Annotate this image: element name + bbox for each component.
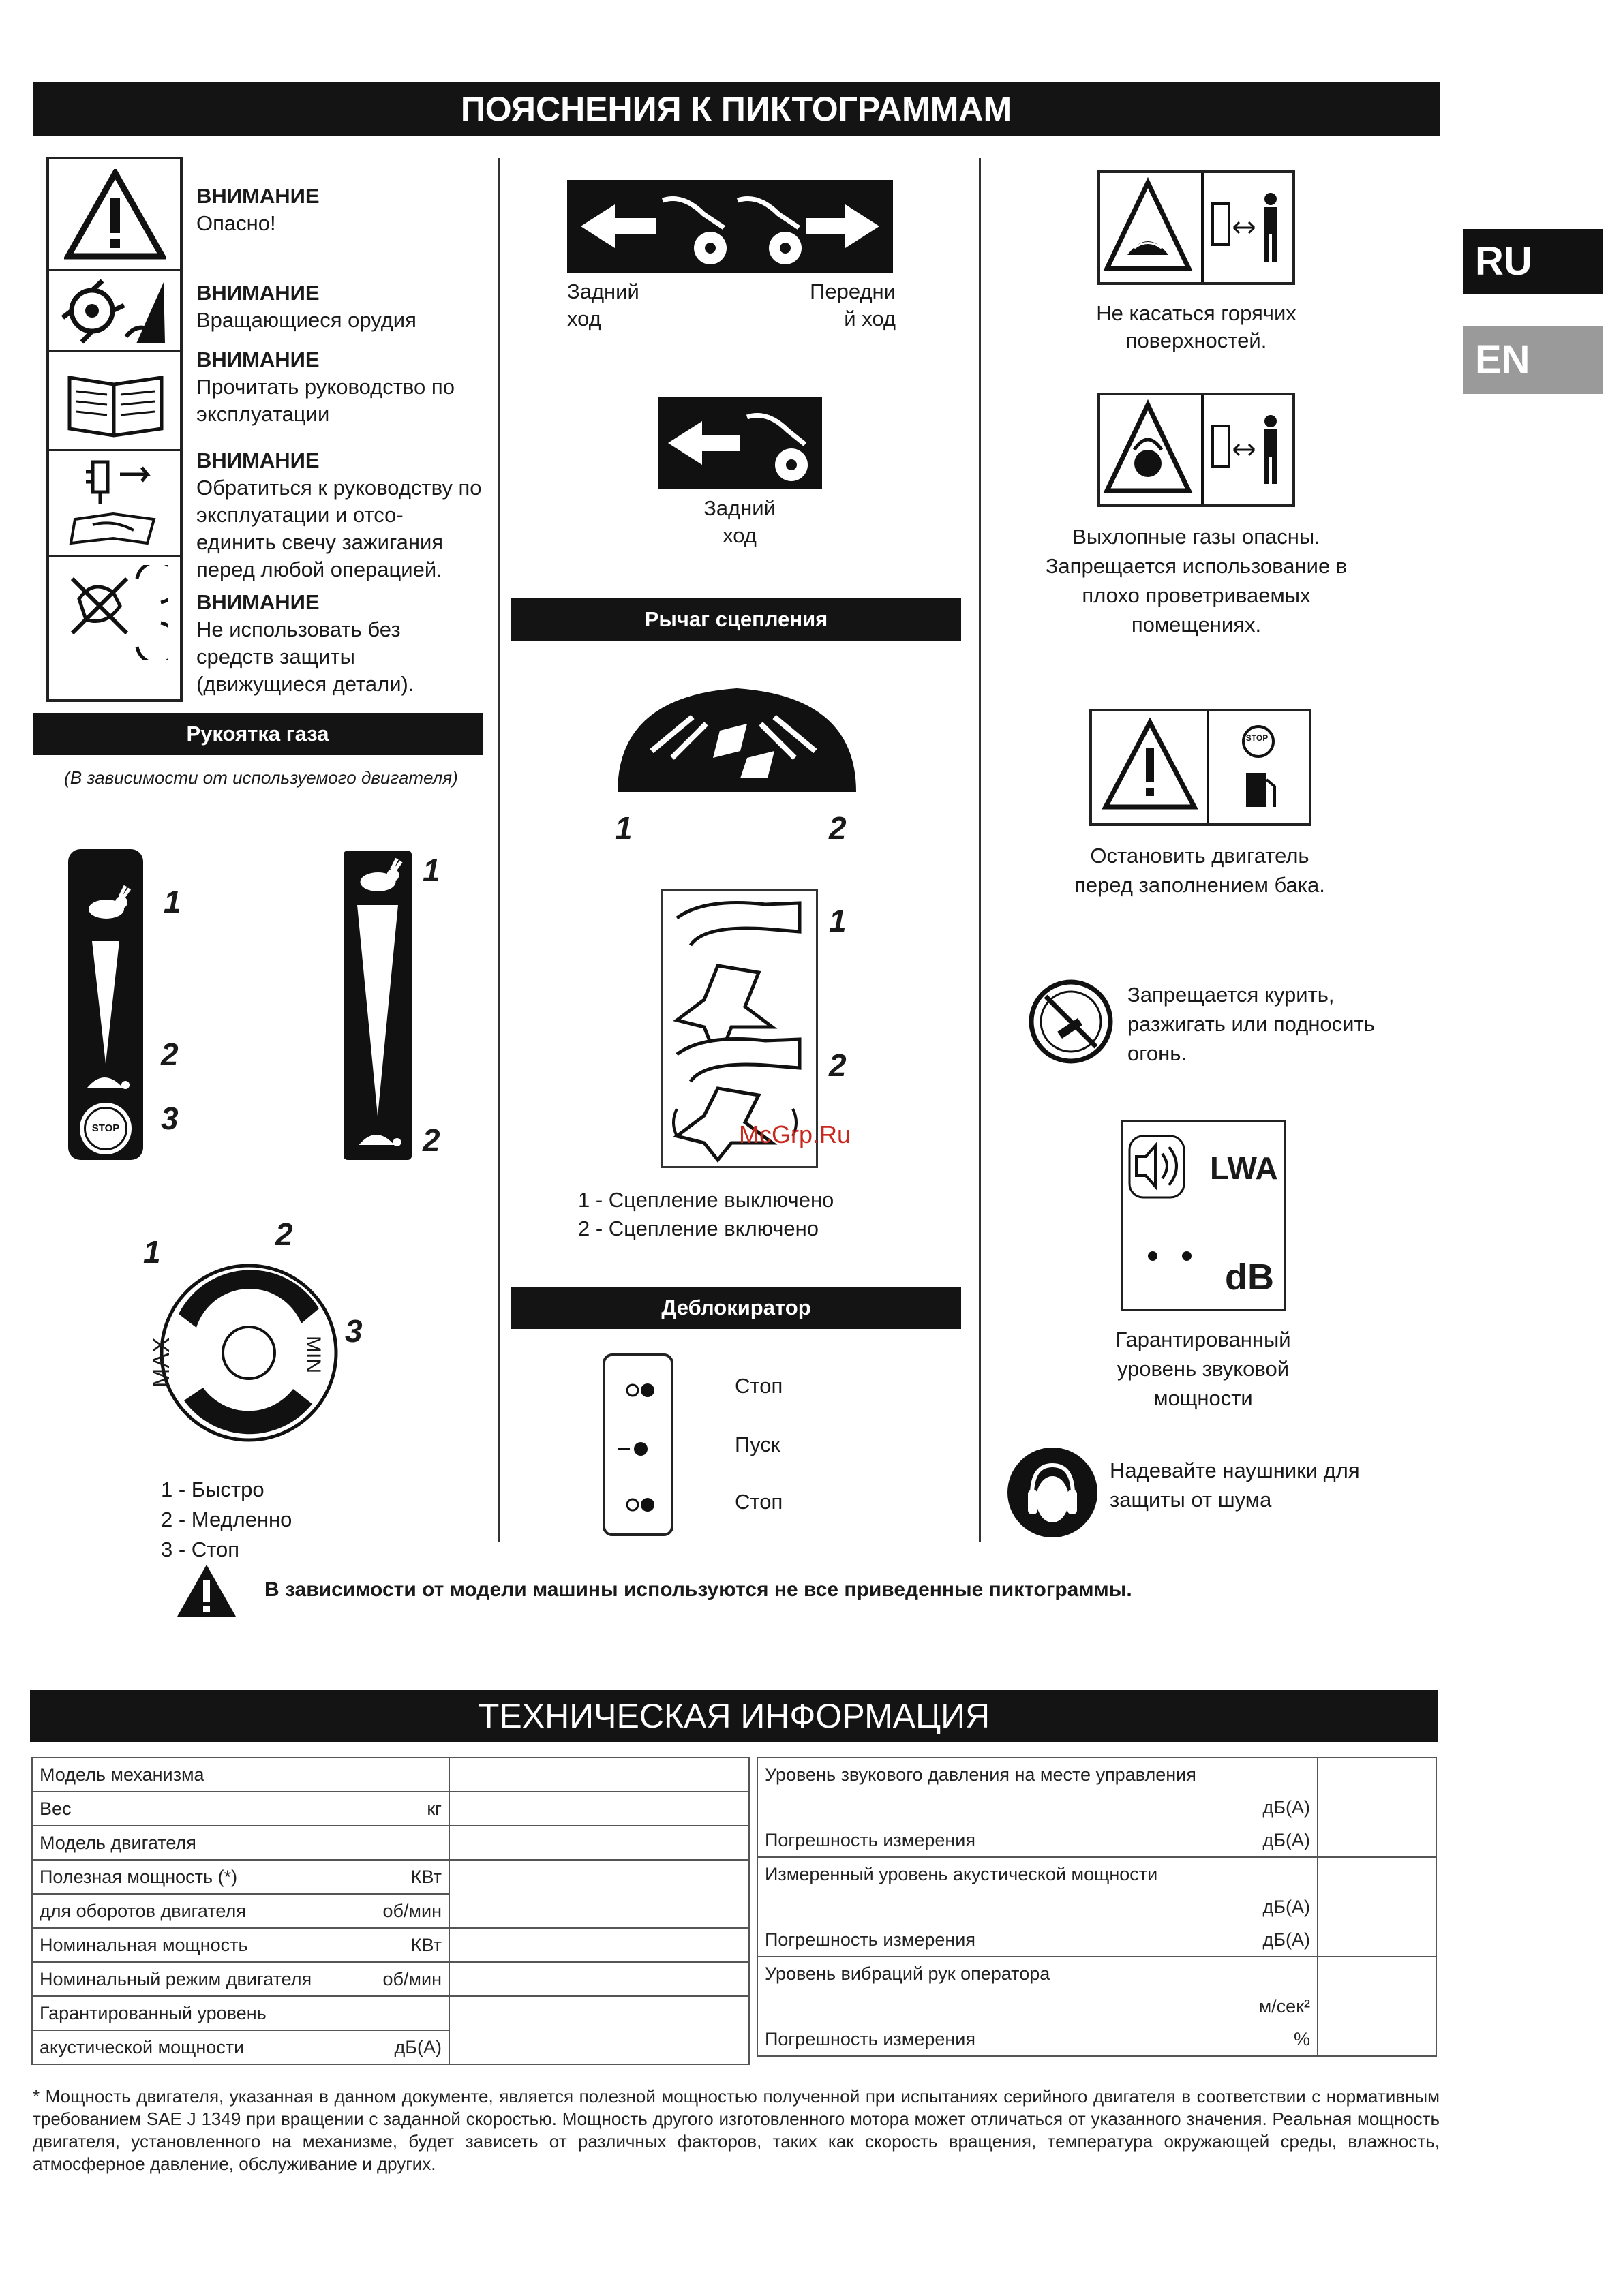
warning-text: Прочитать руководство по эксплуатации: [196, 375, 455, 426]
dial-num: 3: [345, 1313, 363, 1349]
dial-max-label: MAX: [149, 1337, 175, 1388]
tech-label: Полезная мощность (*): [40, 1866, 238, 1887]
throttle-lever-panel: [344, 851, 412, 1160]
tech-unit: кг: [427, 1798, 442, 1819]
hot-surface-pictogram: [1097, 170, 1295, 285]
tech-label: Вес: [40, 1798, 72, 1819]
table-row: [32, 1928, 749, 1962]
tech-table-right: [757, 1757, 1437, 2057]
tech-label: Уровень вибраций рук оператора: [765, 1963, 1050, 1984]
warning-text: Не использовать без средств защиты (движущиеся детали).: [196, 617, 414, 696]
table-row: [757, 1758, 1436, 1791]
tech-unit: м/сек²: [1258, 1995, 1310, 2017]
tech-unit: дБ(А): [394, 2036, 442, 2057]
deblock-title: Деблокиратор: [511, 1287, 961, 1329]
throttle-legend: [161, 1475, 292, 1565]
tech-label: для оборотов двигателя: [40, 1900, 246, 1921]
throttle-num: 2: [161, 1037, 179, 1072]
warning-title: ВНИМАНИЕ: [196, 281, 320, 305]
tech-label: Номинальная мощность: [40, 1934, 248, 1955]
tech-label: Погрешность измерения: [765, 1829, 976, 1850]
stop-label: STOP: [84, 1107, 127, 1150]
clutch-num: 2: [829, 1047, 847, 1083]
table-row: [32, 1996, 749, 2030]
dial-num: 2: [275, 1216, 293, 1252]
no-smoking-text: Запрещается курить, разжигать или подносить огонь.: [1127, 983, 1375, 1065]
reverse-pictogram: [658, 397, 822, 489]
dial-min-label: MIN: [302, 1336, 324, 1373]
tech-unit: об/мин: [382, 1900, 442, 1921]
warning-title: ВНИМАНИЕ: [196, 348, 320, 371]
lang-tab-en[interactable]: EN: [1463, 326, 1603, 394]
tech-label: Погрешность измерения: [765, 2028, 976, 2049]
clutch-num: 2: [829, 810, 847, 846]
warning-title: ВНИМАНИЕ: [196, 448, 320, 472]
forward-reverse-pictogram: [567, 180, 893, 273]
stop-engine-pictogram: [1089, 709, 1311, 826]
column-divider: [498, 158, 500, 1542]
tiller-arrows-icon: [567, 180, 893, 273]
lang-tab-ru[interactable]: RU: [1463, 229, 1603, 294]
warning-item: [196, 447, 483, 583]
deblock-panel: [603, 1353, 673, 1536]
tech-value-cell[interactable]: [1318, 1857, 1436, 1957]
tech-unit: дБ(А): [1262, 1896, 1310, 1917]
throttle-num: 1: [164, 884, 181, 919]
tech-label: Модель механизма: [40, 1764, 204, 1785]
tech-title: ТЕХНИЧЕСКАЯ ИНФОРМАЦИЯ: [30, 1690, 1438, 1742]
warning-icon-strip: [46, 157, 183, 702]
tech-footnote: * Мощность двигателя, указанная в данном документе, является полезной мощностью полученной при испытаниях серийного двигателя в соответствии с нормативным требованием SAE J 1349 при вращении с заданной скоростью. Мощность другого изготовленного мотора может отличаться от указанного значения. Реальная мощность двигателя, установленного на механизме, будет зависеть от различных факторов, таких как скорость вращения, температура окружающей среды, влажность, атмосферное давление, обслуживание и других.: [33, 2086, 1440, 2174]
tech-label: акустической мощности: [40, 2036, 245, 2057]
tech-unit: дБ(А): [1262, 1929, 1310, 1950]
reverse-label-2: Задний ход: [703, 496, 776, 547]
warning-text: Вращающиеся орудия: [196, 308, 416, 332]
tech-unit: КВт: [410, 1866, 442, 1887]
tech-unit: %: [1293, 2028, 1310, 2049]
clutch-lever-pictogram: [611, 683, 863, 792]
throttle-num: 2: [423, 1122, 440, 1158]
ear-protection-text: Надевайте наушники для защиты от шума: [1110, 1458, 1360, 1512]
rotating-blades-icon: [61, 275, 170, 347]
legend-item: 3 - Стоп: [161, 1537, 240, 1561]
tech-unit: дБ(А): [1262, 1829, 1310, 1850]
warning-item: [196, 346, 483, 428]
reverse-label: Задний ход: [567, 279, 639, 331]
stop-label: STOP: [1245, 733, 1269, 743]
manual-book-icon: [63, 364, 168, 439]
sound-power-text: Гарантированный уровень звуковой мощности: [1115, 1328, 1291, 1410]
deblock-stop-label: Стоп: [735, 1374, 783, 1398]
stop-engine-icon: [1092, 711, 1309, 823]
deblock-stop-label: Стоп: [735, 1490, 783, 1514]
tech-value-cell[interactable]: [449, 1758, 749, 1792]
table-row: [32, 1758, 749, 1792]
clutch-num: 1: [829, 903, 847, 938]
warning-item: [196, 183, 483, 237]
tech-label: Уровень звукового давления на месте управления: [765, 1764, 1196, 1785]
rabbit-icon: [80, 883, 132, 924]
no-hands-moving-parts-icon: [65, 565, 168, 660]
table-row: [32, 1962, 749, 1996]
pictogram-note: В зависимости от модели машины используются не все приведенные пиктограммы.: [264, 1578, 1132, 1601]
legend-item: 1 - Быстро: [161, 1478, 264, 1501]
turtle-icon: [80, 1067, 132, 1095]
legend-item: 2 - Медленно: [161, 1507, 292, 1531]
exhaust-gas-text: Выхлопные газы опасны. Запрещается использование в плохо проветриваемых помещениях.: [1045, 525, 1348, 637]
sound-power-pictogram: [1121, 1120, 1286, 1311]
hot-surface-text: Не касаться горячих поверхностей.: [1096, 301, 1296, 352]
tech-value-cell[interactable]: [449, 1996, 749, 2064]
spark-plug-manual-icon: [65, 458, 168, 550]
lwa-label: LWA: [1210, 1150, 1278, 1186]
tech-label: Модель двигателя: [40, 1832, 196, 1853]
rabbit-icon: [352, 856, 404, 897]
turtle-icon: [352, 1124, 404, 1152]
table-row: [757, 1857, 1436, 1891]
warning-triangle-icon: [176, 1563, 237, 1618]
warning-triangle-icon: [64, 169, 166, 261]
throttle-subtitle: (В зависимости от используемого двигателя): [64, 767, 458, 788]
stop-engine-text: Остановить двигатель перед заполнением бака.: [1074, 844, 1325, 897]
db-label: dB: [1225, 1257, 1274, 1298]
tech-value-cell[interactable]: [449, 1792, 749, 1826]
warning-item: [196, 589, 483, 698]
speed-wedge-icon: [92, 941, 119, 1064]
warning-item: [196, 279, 483, 334]
tech-label: Номинальный режим двигателя: [40, 1968, 312, 1989]
tech-value-cell[interactable]: [449, 1962, 749, 1996]
tech-unit: об/мин: [382, 1968, 442, 1989]
warning-title: ВНИМАНИЕ: [196, 184, 320, 208]
warning-title: ВНИМАНИЕ: [196, 590, 320, 614]
tech-label: Измеренный уровень акустической мощности: [765, 1863, 1158, 1884]
throttle-num: 1: [423, 853, 440, 888]
tech-table-left: [31, 1757, 750, 2065]
ear-protection-icon: [1005, 1445, 1100, 1540]
forward-label: Передни й ход: [810, 279, 896, 331]
table-row: [757, 1957, 1436, 1990]
legend-item: 2 - Сцепление включено: [578, 1216, 819, 1240]
page-title: ПОЯСНЕНИЯ К ПИКТОГРАММАМ: [33, 82, 1440, 136]
warning-text: Опасно!: [196, 211, 276, 235]
throttle-lever-panel: [68, 849, 143, 1160]
throttle-num: 3: [161, 1101, 179, 1136]
tech-label: Гарантированный уровень: [40, 2002, 267, 2023]
clutch-num: 1: [615, 810, 633, 846]
table-row: [32, 1792, 749, 1826]
tiller-reverse-icon: [658, 397, 822, 489]
hot-surface-icon: [1100, 173, 1292, 282]
tech-value-cell[interactable]: [449, 1928, 749, 1962]
tech-unit: дБ(А): [1262, 1796, 1310, 1818]
exhaust-gas-pictogram: [1097, 393, 1295, 507]
column-divider: [979, 158, 981, 1542]
tech-value-cell[interactable]: [449, 1860, 749, 1928]
speed-wedge-icon: [357, 905, 398, 1116]
table-row: [32, 1826, 749, 1860]
legend-item: 1 - Сцепление выключено: [578, 1188, 834, 1212]
tech-value-cell[interactable]: [1318, 1957, 1436, 2056]
exhaust-gas-icon: [1100, 395, 1292, 504]
tech-label: Погрешность измерения: [765, 1929, 976, 1950]
tech-unit: КВт: [410, 1934, 442, 1955]
watermark: McGrp.Ru: [739, 1120, 851, 1148]
stop-octagon-icon: [80, 1103, 132, 1154]
deblock-start-label: Пуск: [735, 1433, 780, 1456]
clutch-title: Рычаг сцепления: [511, 598, 961, 641]
warning-text: Обратиться к руководству по эксплуатации и отсо-единить свечу зажигания перед любой операцией.: [196, 476, 482, 581]
tech-value-cell[interactable]: [1318, 1758, 1436, 1857]
dial-num: 1: [143, 1234, 161, 1270]
throttle-title: Рукоятка газа: [33, 713, 483, 755]
tech-value-cell[interactable]: [449, 1826, 749, 1860]
clutch-legend: [578, 1186, 834, 1243]
table-row: [32, 1860, 749, 1894]
no-smoking-icon: [1027, 977, 1115, 1066]
deblock-positions-icon: [605, 1356, 671, 1533]
